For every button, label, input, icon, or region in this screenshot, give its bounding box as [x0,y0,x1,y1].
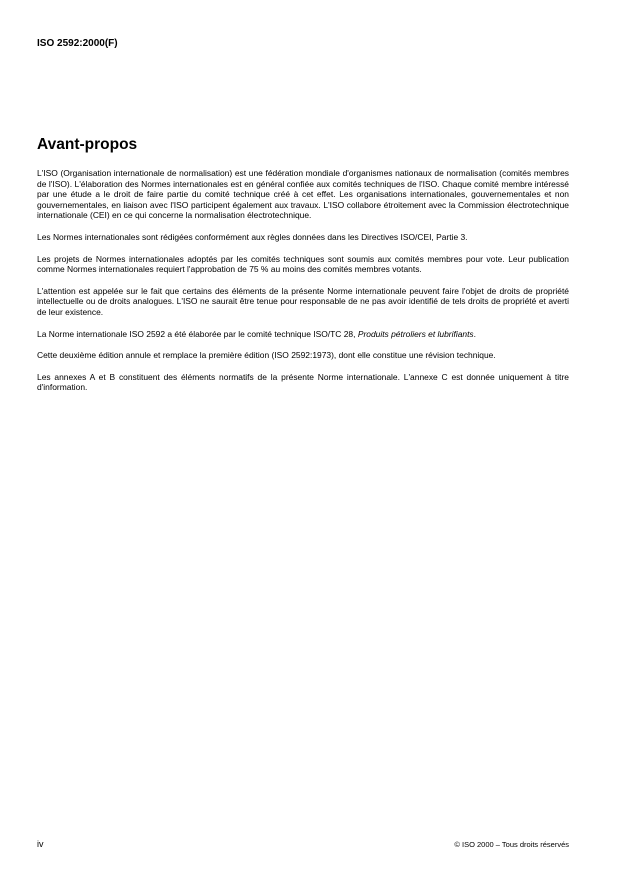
foreword-body [37,168,569,404]
committee-title-italic: Produits pétroliers et lubrifiants [357,328,474,339]
paragraph-committee [37,329,569,340]
document-code: ISO 2592:2000(F) [37,38,118,49]
paragraph-edition: Cette deuxième édition annule et remplace la première édition (ISO 2592:1973), dont elle constitue une révision technique. [37,350,496,361]
committee-text-end: . [473,328,477,339]
copyright-notice: © ISO 2000 – Tous droits réservés [454,840,569,849]
paragraph-annexes: Les annexes A et B constituent des éléments normatifs de la présente Norme internationale. L'annexe C est donnée uniquement à titre d'information. [37,371,569,393]
section-title: Avant-propos [37,136,138,153]
paragraph-iso-intro: L'ISO (Organisation internationale de normalisation) est une fédération mondiale d'organismes nationaux de normalisation (comités membres de l'ISO). L'élaboration des Normes internationales est en général confiée aux comités techniques de l'ISO. Chaque comité membre intéressé par une étude a le droit de faire partie du comité technique créé à cet effet. Les organisations internationales, gouvernementales et non gouvernementales, en liaison avec l'ISO participent également aux travaux. L'ISO collabore étroitement avec la Commission électrotechnique internationale (CEI) en ce qui concerne la normalisation électrotechnique. [37,168,569,221]
paragraph-directives: Les Normes internationales sont rédigées conformément aux règles données dans les Directives ISO/CEI, Partie 3. [37,231,468,242]
page-number: iv [37,839,44,849]
paragraph-patent-rights: L'attention est appelée sur le fait que certains des éléments de la présente Norme internationale peuvent faire l'objet de droits de propriété intellectuelle ou de droits analogues. L'ISO ne saurait être tenue pour responsable de ne pas avoir identifié de tels droits de propriété et averti de leur existence. [37,285,569,317]
paragraph-voting: Les projets de Normes internationales adoptés par les comités techniques sont soumis aux comités membres pour vote. Leur publication comme Normes internationales requiert l'approbation de 75 % au moins des comités membres votants. [37,253,569,275]
committee-text: La Norme internationale ISO 2592 a été élaborée par le comité technique ISO/TC 28, [37,328,358,339]
